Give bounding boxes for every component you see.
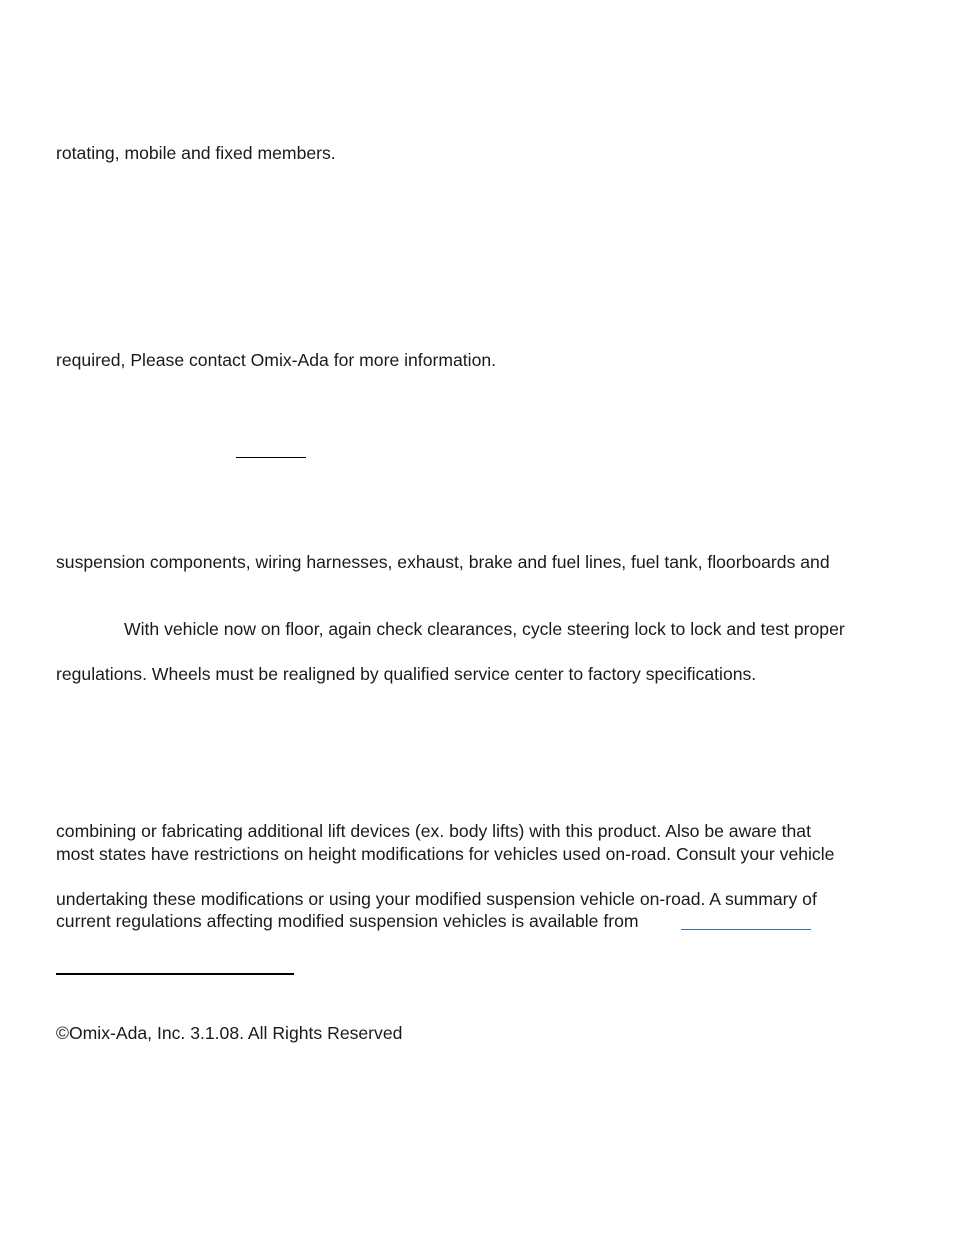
text-line-wheels-realigned: regulations. Wheels must be realigned by qualified service center to factory specifications. xyxy=(56,664,757,684)
footnote-separator xyxy=(56,973,294,975)
text-line-suspension-components: suspension components, wiring harnesses, exhaust, brake and fuel lines, fuel tank, floorboards and xyxy=(56,552,830,572)
link-underline[interactable] xyxy=(681,929,811,930)
text-line-rotating-members: rotating, mobile and fixed members. xyxy=(56,143,336,163)
text-line-vehicle-on-floor: With vehicle now on floor, again check clearances, cycle steering lock to lock and test proper xyxy=(124,619,845,639)
text-line-contact-info: required, Please contact Omix-Ada for more information. xyxy=(56,350,497,370)
text-line-undertaking-modifications: undertaking these modifications or using your modified suspension vehicle on-road. A summary of xyxy=(56,889,817,909)
underline-rule xyxy=(236,457,306,458)
text-line-lift-devices: combining or fabricating additional lift devices (ex. body lifts) with this product. Also be aware that xyxy=(56,821,811,841)
text-line-current-regulations: current regulations affecting modified suspension vehicles is available from xyxy=(56,911,639,931)
text-line-height-restrictions: most states have restrictions on height modifications for vehicles used on-road. Consult your vehicle xyxy=(56,844,835,864)
copyright-footer: ©Omix-Ada, Inc. 3.1.08. All Rights Reserved xyxy=(56,1023,403,1043)
